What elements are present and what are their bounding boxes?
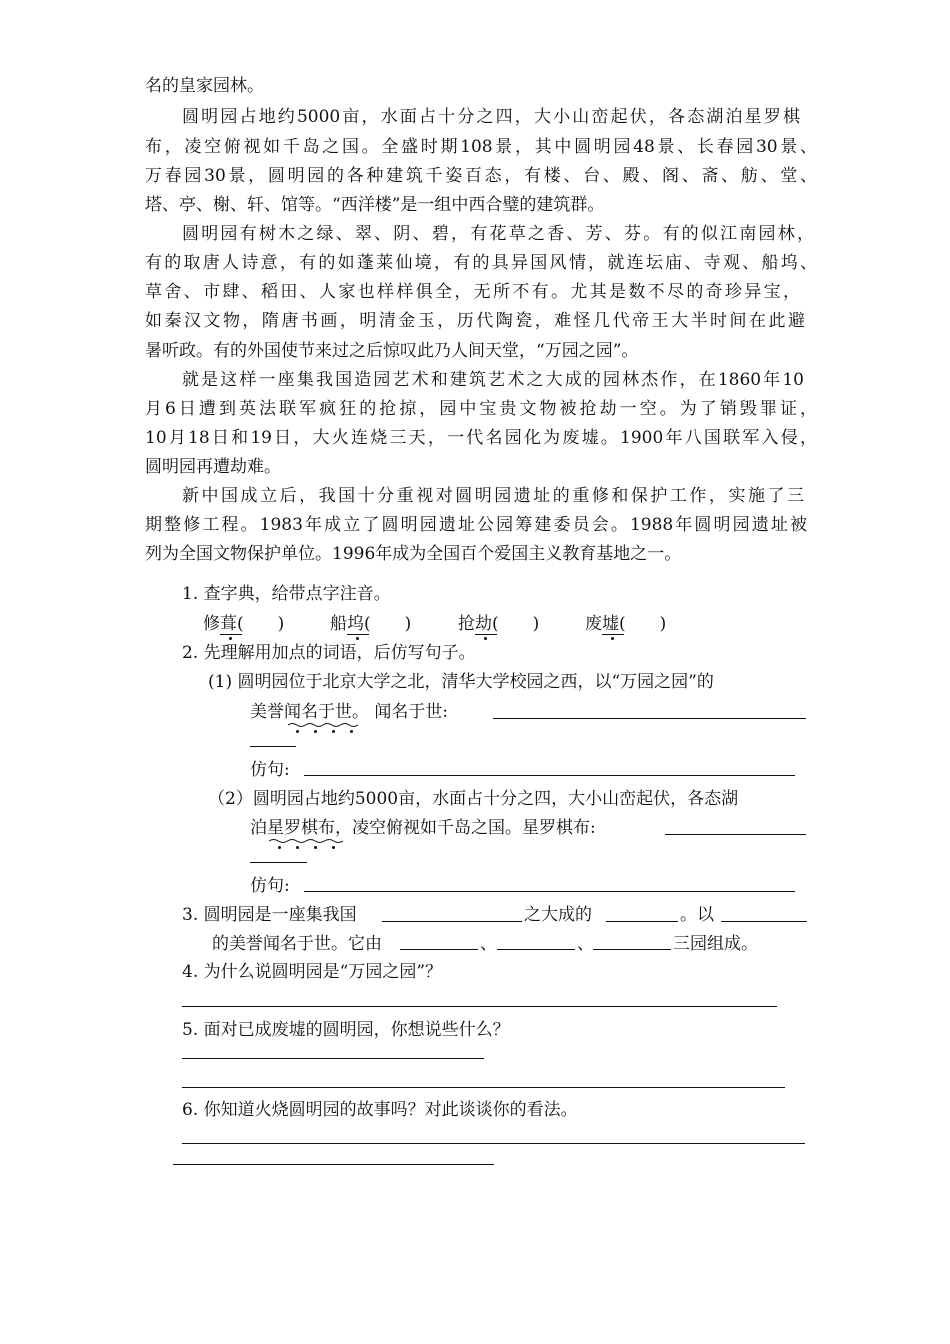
question-3-line-1: 3. 圆明园是一座集我国: [182, 905, 357, 925]
question-5-prompt: 5. 面对已成废墟的圆明园，你想说些什么？: [182, 1020, 510, 1040]
dotted-char: 葺: [220, 614, 237, 634]
question-6-prompt: 6. 你知道火烧圆明园的故事吗？对此谈谈你的看法。: [182, 1100, 578, 1120]
passage-line: 如秦汉文物，隋唐书画，明清金玉，历代陶瓷，难怪几代帝王大半时间在此避: [145, 311, 805, 331]
pinyin-blank-underline[interactable]: [347, 634, 369, 635]
passage-line: 10月18日和19日，大火连烧三天，一代名园化为废墟。1900年八国联军入侵，: [145, 428, 817, 448]
question-2-prompt: 2. 先理解用加点的词语，后仿写句子。: [182, 643, 476, 663]
wavy-underline: [288, 722, 358, 728]
q3-text: 、: [577, 934, 594, 954]
emphasis-dot: [314, 846, 317, 849]
q3-blank-2[interactable]: [606, 921, 678, 922]
dotted-char: 劫: [475, 614, 492, 634]
pinyin-item: 抢劫( ): [458, 614, 540, 634]
dotted-phrase: 星罗棋布: [267, 818, 335, 838]
q2-imitate-1-label: 仿句:: [250, 760, 290, 780]
emphasis-dot: [332, 846, 335, 849]
q3-text: 、: [480, 934, 497, 954]
dotted-char: 墟: [602, 614, 619, 634]
dotted-phrase: 闻名于世: [284, 702, 352, 722]
passage-line: 暑听政。有的外国使节来过之后惊叹此乃人间天堂，“万园之园”。: [145, 341, 639, 361]
answer-line-imitate-1[interactable]: [304, 775, 795, 776]
pinyin-blank-underline[interactable]: [602, 634, 624, 635]
q2-sentence-2-cont: 泊星罗棋布，凌空俯视如千岛之国。星罗棋布:: [250, 818, 596, 838]
emphasis-dot: [278, 846, 281, 849]
emphasis-dot: [296, 846, 299, 849]
q3-blank-3[interactable]: [721, 921, 807, 922]
answer-line-meaning-1[interactable]: [493, 718, 806, 719]
passage-line: 草舍、市肆、稻田、人家也样样俱全，无所不有。尤其是数不尽的奇珍异宝，: [145, 282, 800, 302]
q2-sentence-1: (1) 圆明园位于北京大学之北，清华大学校园之西，以“万园之园”的: [208, 672, 714, 692]
wavy-underline: [269, 838, 343, 844]
emphasis-dot: [350, 730, 353, 733]
q4-answer-line[interactable]: [182, 1006, 777, 1007]
emphasis-dot: [332, 730, 335, 733]
q3-text: 之大成的: [524, 905, 592, 925]
q3-text: 。以: [680, 905, 714, 925]
passage-line: 列为全国文物保护单位。1996年成为全国百个爱国主义教育基地之一。: [145, 544, 682, 564]
passage-line: 圆明园有树木之绿、翠、阴、碧，有花草之香、芳、芬。有的似江南园林，: [182, 224, 814, 244]
q5-answer-line-1[interactable]: [182, 1058, 484, 1059]
q2-sentence-2: （2）圆明园占地约5000亩，水面占十分之四，大小山峦起伏，各态湖: [208, 789, 739, 809]
answer-line-meaning-2[interactable]: [665, 834, 806, 835]
emphasis-dot: [611, 637, 614, 640]
passage-line: 塔、亭、榭、轩、馆等。“西洋楼”是一组中西合璧的建筑群。: [145, 195, 605, 215]
emphasis-dot: [314, 730, 317, 733]
answer-line-meaning-1-cont[interactable]: [250, 746, 296, 747]
q3-blank-1[interactable]: [382, 921, 522, 922]
question-1-prompt: 1. 查字典，给带点字注音。: [182, 584, 391, 604]
q2-imitate-2-label: 仿句:: [250, 876, 290, 896]
q6-answer-line-2[interactable]: [173, 1164, 494, 1165]
passage-line: 有的取唐人诗意，有的如蓬莱仙境，有的具异国风情，就连坛庙、寺观、船坞、: [145, 253, 817, 273]
question-3-line-2: 的美誉闻名于世。它由: [212, 934, 382, 954]
dotted-char: 坞: [347, 614, 364, 634]
passage-line: 万春园30景，圆明园的各种建筑千姿百态，有楼、台、殿、阁、斋、舫、堂、: [145, 166, 817, 186]
answer-line-meaning-2-cont[interactable]: [250, 862, 307, 863]
q3-blank-6[interactable]: [593, 949, 671, 950]
pinyin-item: 废墟( ): [585, 614, 667, 634]
pinyin-item: 船坞( ): [330, 614, 412, 634]
passage-line: 月6日遭到英法联军疯狂的抢掠，园中宝贵文物被抢劫一空。为了销毁罪证，: [145, 399, 817, 419]
pinyin-blank-underline[interactable]: [220, 634, 242, 635]
passage-line: 圆明园占地约5000亩，水面占十分之四，大小山峦起伏，各态湖泊星罗棋: [182, 107, 800, 127]
q6-answer-line-1[interactable]: [182, 1143, 805, 1144]
passage-line: 圆明园再遭劫难。: [145, 457, 281, 477]
passage-line: 布，凌空俯视如千岛之国。全盛时期108景，其中圆明园48景、长春园30景、: [145, 137, 817, 157]
q3-blank-4[interactable]: [400, 949, 478, 950]
pinyin-item: 修葺( ): [203, 614, 285, 634]
q5-answer-line-2[interactable]: [182, 1087, 785, 1088]
passage-line: 就是这样一座集我国造园艺术和建筑艺术之大成的园林杰作，在1860年10: [182, 370, 804, 390]
emphasis-dot: [296, 730, 299, 733]
passage-line: 期整修工程。1983年成立了圆明园遗址公园筹建委员会。1988年圆明园遗址被: [145, 515, 807, 535]
question-4-prompt: 4. 为什么说圆明园是“万园之园”？: [182, 962, 443, 982]
pinyin-blank-underline[interactable]: [475, 634, 497, 635]
passage-line: 新中国成立后，我国十分重视对圆明园遗址的重修和保护工作，实施了三: [182, 486, 804, 506]
q3-blank-5[interactable]: [497, 949, 575, 950]
q2-sentence-1-cont: 美誉闻名于世。 闻名于世:: [250, 702, 449, 722]
emphasis-dot: [484, 637, 487, 640]
answer-line-imitate-2[interactable]: [304, 891, 795, 892]
passage-line: 名的皇家园林。: [145, 76, 264, 96]
q3-text: 三园组成。: [673, 934, 758, 954]
